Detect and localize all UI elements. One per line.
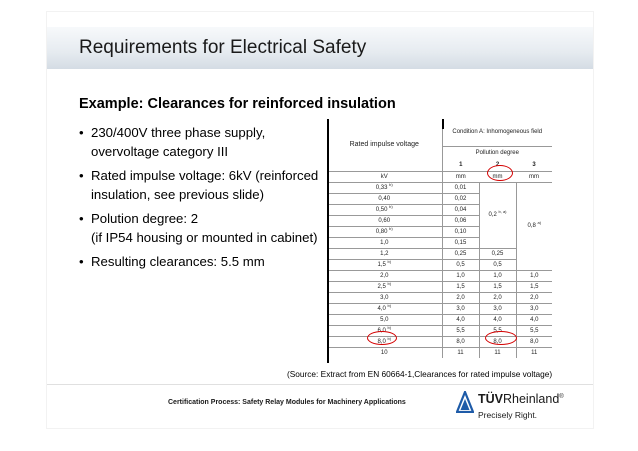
- bullet-text: (if IP54 housing or mounted in cabinet): [91, 229, 318, 245]
- footnote-mark: b): [387, 303, 392, 308]
- kv-value: 1,0: [380, 239, 389, 246]
- kv-value: 5,0: [380, 316, 389, 323]
- table-rule: [327, 119, 329, 363]
- unit-mm: mm: [516, 171, 552, 182]
- table-cell-kv: [327, 237, 442, 248]
- footer-divider: [47, 384, 593, 385]
- slide-title: Requirements for Electrical Safety: [79, 37, 367, 58]
- kv-value: 3,0: [380, 294, 389, 301]
- table-cell: 5,5: [516, 325, 552, 336]
- tuv-logo-icon: [456, 391, 474, 413]
- table-cell: 1,5: [516, 281, 552, 292]
- table-row: [327, 325, 552, 336]
- slide-subtitle: Example: Clearances for reinforced insulation: [79, 96, 396, 112]
- brand-rest: Rheinland: [503, 392, 560, 406]
- table-cell: 0,5: [442, 259, 479, 270]
- bullet-item: [79, 124, 324, 161]
- header-condition: Condition A: Inhomogeneous field: [442, 119, 552, 146]
- bullet-glyph: •: [79, 211, 84, 226]
- kv-value: 0,40: [378, 195, 391, 202]
- table-cell-kv: [327, 314, 442, 325]
- table-row: [327, 270, 552, 281]
- table-cell: 3,0: [516, 303, 552, 314]
- table-cell-merged-degree-2: [479, 182, 516, 248]
- kv-value: 10: [380, 349, 388, 356]
- table-row: [327, 314, 552, 325]
- bullet-text: Rated impulse voltage: 6kV (reinforced: [91, 168, 319, 183]
- table-cell: 5,5: [442, 325, 479, 336]
- table-cell: 8,0: [516, 336, 552, 347]
- bullet-glyph: •: [79, 125, 84, 140]
- clearance-table: [327, 119, 552, 358]
- clearance-table-figure: [327, 119, 552, 363]
- table-cell: 0,25: [442, 248, 479, 259]
- table-row: [327, 336, 552, 347]
- bullet-list: [79, 124, 324, 278]
- table-row: [327, 303, 552, 314]
- bullet-item: [79, 253, 324, 272]
- bullet-text: 230/400V three phase supply,: [91, 125, 266, 140]
- table-rule: [442, 119, 444, 129]
- table-cell: 1,0: [442, 270, 479, 281]
- bullet-glyph: •: [79, 254, 84, 269]
- table-cell-kv: [327, 347, 442, 358]
- kv-value: 6,0: [377, 327, 386, 334]
- highlight-circle-6kv: [367, 331, 397, 345]
- table-cell-kv: [327, 270, 442, 281]
- table-cell: 3,0: [479, 303, 516, 314]
- table-cell-kv: [327, 204, 442, 215]
- brand-name: [478, 392, 564, 406]
- footnote-mark: b): [389, 182, 393, 187]
- brand-bold: TÜV: [478, 392, 503, 406]
- footer-text: Certification Process: Safety Relay Modules for Machinery Applications: [168, 399, 406, 406]
- table-row: [327, 347, 552, 358]
- table-cell: 1,0: [479, 270, 516, 281]
- footnote-mark: b): [387, 281, 392, 286]
- table-cell: 11: [479, 347, 516, 358]
- merged-value: 0,8: [527, 223, 536, 229]
- bullet-glyph: •: [79, 168, 84, 183]
- table-cell-merged-degree-3: [516, 182, 552, 270]
- header-degree-3: 3: [532, 161, 536, 168]
- table-cell-kv: [327, 292, 442, 303]
- kv-value: 0,60: [378, 217, 391, 224]
- footnote-mark: b, a): [498, 209, 507, 214]
- header-degree-2: 2: [495, 161, 500, 168]
- kv-value: 8,0: [377, 338, 386, 345]
- registered-mark: ®: [559, 393, 564, 400]
- kv-value: 2,5: [377, 283, 386, 290]
- kv-value: 0,80: [375, 228, 388, 235]
- kv-value: 1,5: [377, 261, 386, 268]
- bullet-text: Polution degree: 2: [91, 211, 199, 226]
- table-row: [327, 292, 552, 303]
- footnote-mark: b): [387, 259, 392, 264]
- bullet-item: [79, 210, 324, 247]
- source-note: (Source: Extract from EN 60664-1,Clearances for rated impulse voltage): [287, 369, 553, 379]
- kv-value: 4,0: [377, 305, 386, 312]
- footnote-mark: b): [387, 325, 392, 330]
- table-cell: 4,0: [516, 314, 552, 325]
- brand-tagline: Precisely Right.: [478, 410, 538, 420]
- bullet-text: Resulting clearances: 5.5 mm: [91, 254, 265, 269]
- unit-kv: kV: [327, 171, 442, 182]
- table-cell-kv: [327, 182, 442, 193]
- table-cell-kv: [327, 193, 442, 204]
- header-rated-impulse-voltage: Rated impulse voltage: [349, 141, 419, 149]
- table-cell: 5,5: [479, 325, 516, 336]
- table-cell: 0,02: [442, 193, 479, 204]
- table-cell: 1,5: [479, 281, 516, 292]
- table-row: [327, 281, 552, 292]
- table-cell-kv: [327, 226, 442, 237]
- footnote-mark: a): [537, 220, 542, 225]
- table-cell-kv: [327, 259, 442, 270]
- kv-value: 1,2: [380, 250, 389, 257]
- merged-value: 0,2: [488, 212, 497, 218]
- header-degree-1: 1: [442, 159, 479, 171]
- table-cell: 0,01: [442, 182, 479, 193]
- table-cell: 0,10: [442, 226, 479, 237]
- table-cell: 0,15: [442, 237, 479, 248]
- highlight-circle-degree-2: [487, 165, 513, 181]
- table-cell: 3,0: [442, 303, 479, 314]
- table-cell: 8,0: [479, 336, 516, 347]
- table-cell: 4,0: [479, 314, 516, 325]
- table-cell: 2,0: [442, 292, 479, 303]
- unit-mm: mm: [479, 171, 516, 182]
- table-cell: 0,04: [442, 204, 479, 215]
- footnote-mark: b): [389, 204, 393, 209]
- table-cell: 11: [442, 347, 479, 358]
- table-cell: 1,0: [516, 270, 552, 281]
- table-cell: 4,0: [442, 314, 479, 325]
- footnote-mark: b): [387, 336, 392, 341]
- table-cell-kv: [327, 303, 442, 314]
- table-cell-kv: [327, 215, 442, 226]
- bullet-text: insulation, see previous slide): [91, 186, 264, 202]
- table-cell: 0,25: [479, 248, 516, 259]
- table-cell: 2,0: [516, 292, 552, 303]
- kv-value: 0,33: [375, 184, 388, 191]
- bullet-item: [79, 167, 324, 204]
- kv-value: 0,50: [375, 206, 388, 213]
- table-cell-kv: [327, 248, 442, 259]
- bullet-text: overvoltage category III: [91, 143, 229, 159]
- header-pollution-degree: Pollution degree: [442, 146, 552, 159]
- table-cell: 0,06: [442, 215, 479, 226]
- table-cell-kv: [327, 281, 442, 292]
- highlight-circle-5-5mm: [485, 331, 517, 345]
- footnote-mark: b): [389, 226, 393, 231]
- table-cell: 8,0: [442, 336, 479, 347]
- table-cell: 0,5: [479, 259, 516, 270]
- table-cell: 1,5: [442, 281, 479, 292]
- unit-mm: mm: [442, 171, 479, 182]
- table-cell: 2,0: [479, 292, 516, 303]
- kv-value: 2,0: [380, 272, 389, 279]
- table-cell: 11: [516, 347, 552, 358]
